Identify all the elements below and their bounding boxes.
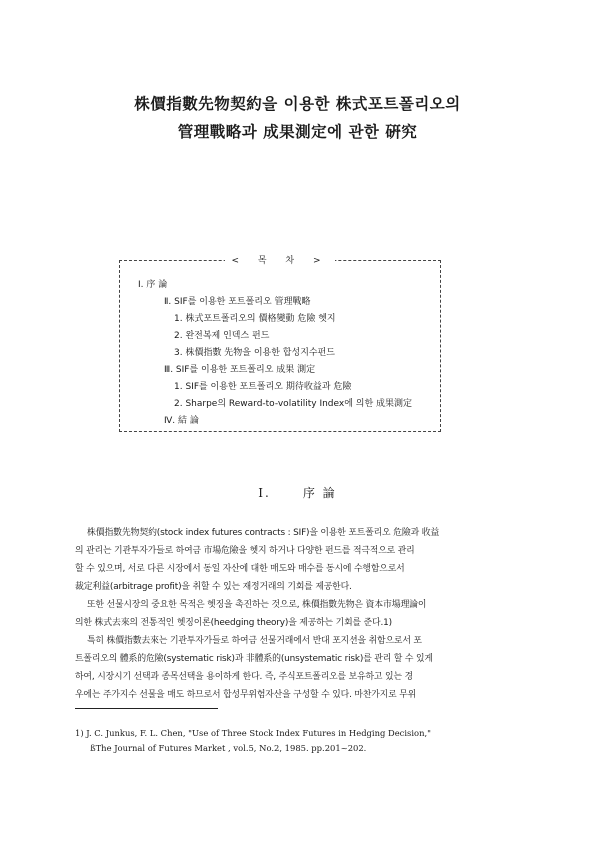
toc-item-4: Ⅳ. 結 論 (164, 416, 199, 426)
table-of-contents (119, 256, 441, 432)
toc-item-1: Ⅰ. 序 論 (138, 280, 168, 290)
body-line-5: 또한 선물시장의 중요한 목적은 헷징을 촉진하는 것으로, 株價指數先物은 資本市場理論이 (87, 600, 427, 610)
toc-item-2: Ⅱ. SIF를 이용한 포트폴리오 管理戰略 (164, 297, 311, 307)
toc-heading: < 목 차 > (225, 256, 334, 266)
footnote-line-1: 1) J. C. Junkus, F. L. Chen, "Use of Three Stock Index Futures in Hedging Decision," (75, 728, 431, 738)
title-line-2: 管理戰略과 成果測定에 관한 硏究 (177, 122, 418, 141)
body-line-7: 특히 株價指數去來는 기관투자가들로 하여금 선물거래에서 반대 포지션을 취함으로서 포 (87, 636, 422, 646)
title-line-1: 株價指數先物契約을 이용한 株式포트폴리오의 (134, 94, 461, 113)
toc-item-2-2: 2. 완전복제 인덱스 펀드 (174, 331, 270, 341)
body-line-10: 우에는 주가지수 선물을 매도 하므로서 합성무위험자산을 구성할 수 있다. 마찬가지로 무위 (75, 690, 417, 700)
body-line-4: 裁定利益(arbitrage profit)을 취할 수 있는 재정거래의 기회를 제공한다. (75, 582, 352, 592)
toc-item-3: Ⅲ. SIF를 이용한 포트폴리오 成果 測定 (164, 365, 316, 375)
footnote-line-2: ßThe Journal of Futures Market , vol.5, No.2, 1985. pp.201~202. (90, 743, 367, 753)
toc-item-3-1: 1. SIF를 이용한 포트폴리오 期待收益과 危險 (174, 382, 352, 392)
section-title: 序 論 (302, 486, 337, 500)
section-numeral: Ⅰ. (258, 486, 271, 500)
toc-item-2-1: 1. 株式포트폴리오의 價格變動 危險 헷지 (174, 314, 336, 324)
body-line-8: 트폴리오의 體系的危險(systematic risk)과 非體系的(unsystematic risk)를 관리 할 수 있게 (75, 654, 433, 664)
toc-item-2-3: 3. 株價指數 先物을 이용한 합성지수펀드 (174, 348, 335, 358)
body-line-6: 의한 株式去來의 전통적인 헷징이론(heedging theory)을 제공하는 기회를 준다.1) (75, 618, 392, 628)
section-heading (0, 484, 595, 501)
footnote-rule (75, 708, 218, 709)
body-line-1: 株價指數先物契約(stock index futures contracts : SIF)을 이용한 포트폴리오 危險과 收益 (87, 528, 440, 538)
body-line-9: 하여, 시장시기 선택과 종목선택을 용이하게 한다. 즉, 주식포트폴리오를 보유하고 있는 경 (75, 672, 413, 682)
body-line-3: 할 수 있으며, 서로 다른 시장에서 동일 자산에 대한 매도와 매수를 동시에 수행함으로서 (75, 564, 405, 574)
body-line-2: 의 관리는 기관투자가들로 하여금 市場危險을 헷지 하거나 다양한 펀드를 적극적으로 관리 (75, 546, 415, 556)
toc-item-3-2: 2. Sharpe의 Reward-to-volatility Index에 의한 成果測定 (174, 399, 413, 409)
